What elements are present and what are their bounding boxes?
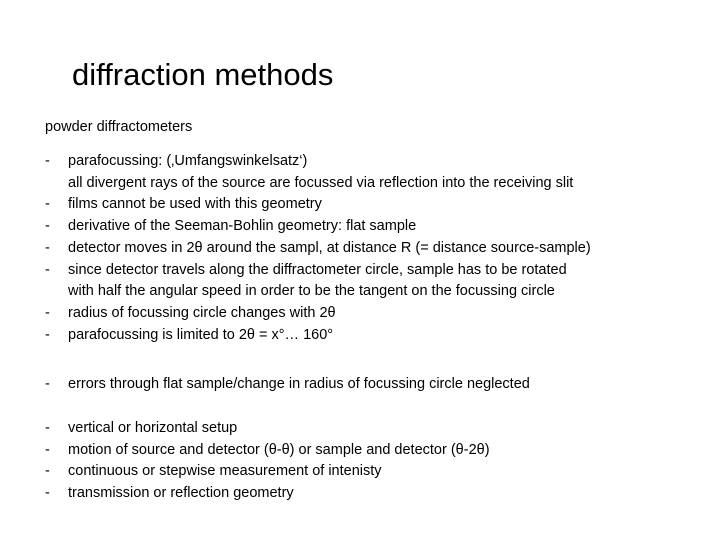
bullet-item (45, 374, 695, 396)
bullet-dash: - (45, 196, 50, 213)
bullet-dash: - (45, 304, 50, 321)
bullet-dash: - (45, 441, 50, 458)
bullet-list-setup (45, 418, 695, 505)
bullet-text: with half the angular speed in order to be the tangent on the focussing circle (68, 283, 555, 300)
bullet-text: detector moves in 2θ around the sampl, at distance R (= distance source-sample) (68, 239, 591, 256)
bullet-item (45, 440, 695, 462)
bullet-list-geometry (45, 151, 695, 346)
bullet-text: all divergent rays of the source are focussed via reflection into the receiving slit (68, 174, 574, 191)
bullet-dash: - (45, 326, 50, 343)
slide-title: diffraction methods (72, 56, 334, 92)
section-subtitle: powder diffractometers (45, 119, 193, 135)
bullet-dash: - (45, 463, 50, 480)
bullet-dash: - (45, 261, 50, 278)
bullet-text: transmission or reflection geometry (68, 485, 294, 502)
bullet-item (45, 461, 695, 483)
bullet-dash: - (45, 376, 50, 392)
bullet-item (45, 303, 695, 325)
bullet-item (45, 418, 695, 440)
bullet-item (45, 260, 695, 303)
bullet-list-errors (45, 374, 695, 396)
bullet-item (45, 216, 695, 238)
bullet-text: films cannot be used with this geometry (68, 196, 322, 213)
bullet-item (45, 238, 695, 260)
bullet-item (45, 483, 695, 505)
bullet-dash: - (45, 218, 50, 235)
bullet-text: parafocussing is limited to 2θ = x°… 160° (68, 326, 334, 343)
bullet-item (45, 194, 695, 216)
bullet-text: vertical or horizontal setup (68, 420, 238, 436)
bullet-text: derivative of the Seeman-Bohlin geometry: flat sample (68, 218, 417, 235)
bullet-dash: - (45, 420, 50, 436)
bullet-text: errors through flat sample/change in radius of focussing circle neglected (68, 376, 530, 392)
bullet-dash: - (45, 485, 50, 502)
bullet-item (45, 325, 695, 347)
bullet-item (45, 151, 695, 194)
bullet-text: radius of focussing circle changes with 2θ (68, 304, 336, 321)
bullet-dash: - (45, 239, 50, 256)
bullet-text: continuous or stepwise measurement of intenisty (68, 463, 382, 480)
bullet-dash: - (45, 153, 50, 169)
bullet-text: motion of source and detector (θ-θ) or sample and detector (θ-2θ) (68, 441, 490, 458)
bullet-text: since detector travels along the diffractometer circle, sample has to be rotated (68, 261, 567, 278)
bullet-text: parafocussing: (‚Umfangswinkelsatz‘) (68, 153, 308, 169)
